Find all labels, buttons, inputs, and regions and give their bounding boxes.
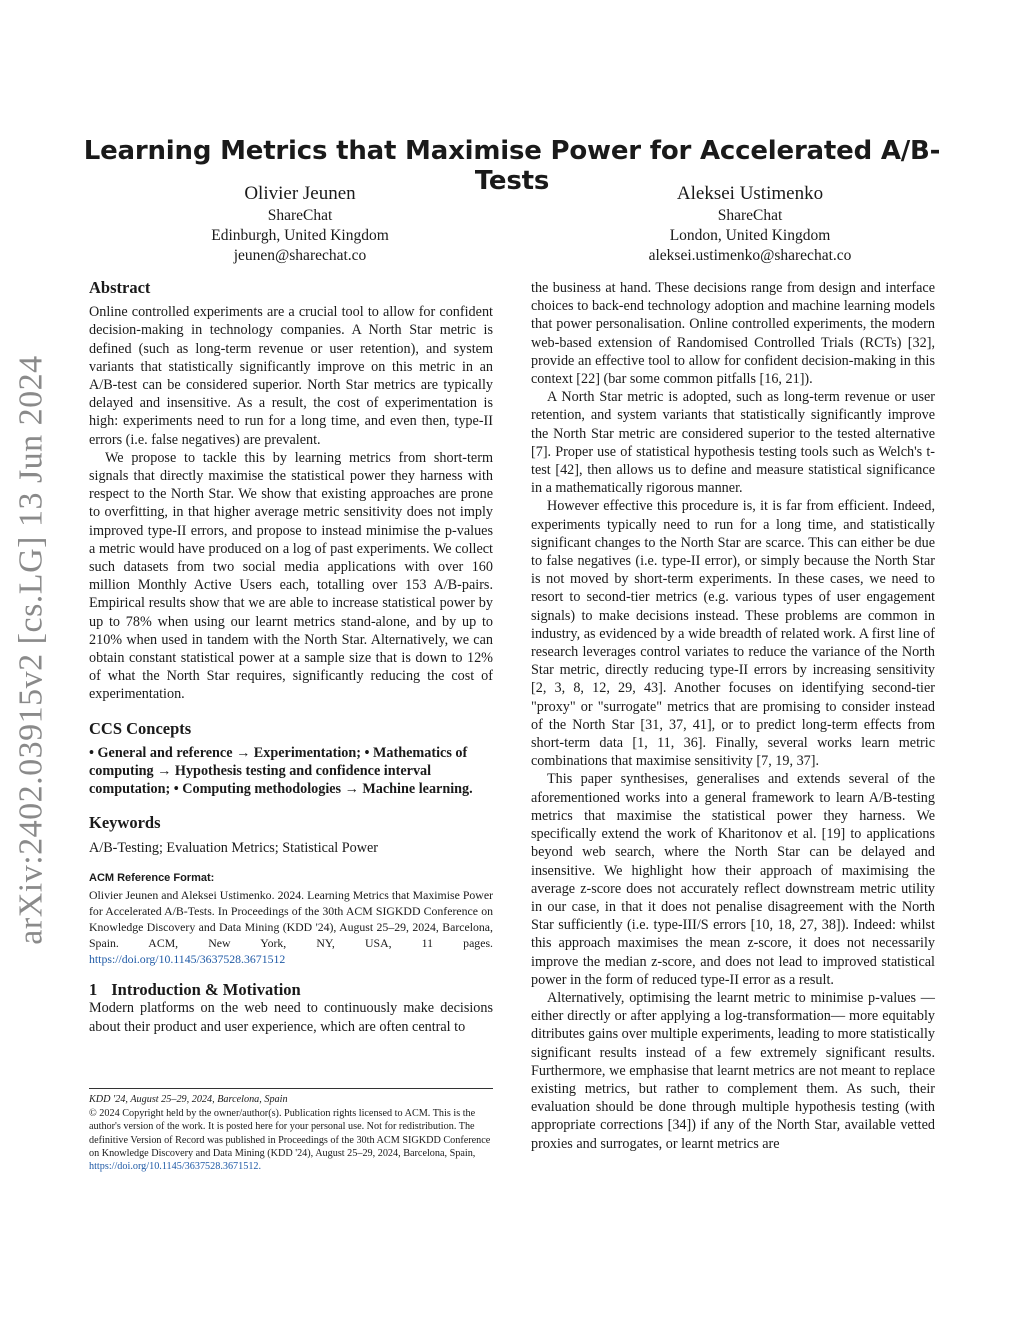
intro-paragraph-1: the business at hand. These decisions range from design and interface choices to back-end technology adoption and machine learning models that power personalisation. Online controlled experiments, the modern web-based extension of Randomised Controlled Trials (RCTs) [32], provide an effective tool to allow for confident decision-making in this context [22] (bar some common pitfalls [16, 21]). bbox=[531, 280, 935, 388]
left-column bbox=[89, 279, 493, 1036]
author-affiliation: ShareChat bbox=[717, 207, 783, 224]
author-location: Edinburgh, United Kingdom bbox=[211, 227, 389, 244]
acm-reference-text bbox=[89, 887, 493, 967]
section-title: Introduction & Motivation bbox=[111, 980, 301, 1000]
abstract-heading: Abstract bbox=[89, 278, 151, 297]
abstract-paragraph-2: We propose to tackle this by learning metrics from short-term signals that directly maximise the statistical power they harness with respect to the North Star. We show that existing approaches are prone to overfitting, in that higher average metric sensitivity does not imply improved type-II errors, and propose to instead minimise the p-values a metric would have produced on a log of past experiments. We collect such datasets from two social media applications with over 160 million Monthly Active Users each, totalling over 153 A/B-pairs. Empirical results show that we are able to increase statistical power by up to 78% when using our learnt metrics stand-alone, and by up to 210% when used in tandem with the North Star. Alternatively, we can obtain constant statistical power at a sample size that is down to 12% of what the North Star requires, significantly reducing the cost of experimentation. bbox=[89, 449, 493, 703]
footnote-copyright: © 2024 Copyright held by the owner/author(s). Publication rights licensed to ACM. This is the author's version of the work. It is posted here for your personal use. Not for redistribution. The definitive Version of Record was published in Proceedings of the 30th ACM SIGKDD Conference on Knowledge Discovery and Data Mining (KDD '24), August 25–29, 2024, Barcelona, Spain, bbox=[89, 1108, 491, 1159]
author-block-2 bbox=[590, 182, 910, 266]
footnote-doi-link[interactable]: https://doi.org/10.1145/3637528.3671512. bbox=[89, 1161, 262, 1173]
arxiv-stamp: arXiv:2402.03915v2 [cs.LG] 13 Jun 2024 bbox=[13, 355, 51, 945]
intro-paragraph-4: This paper synthesises, generalises and extends several of the aforementioned works into a general framework to learn A/B-testing metrics that maximise the statistical power they harness. We specifically extend the work of Kharitonov et al. [19] to applications beyond web search, where the North Star can be delayed and insensitive. We highlight how their approach of maximising the average z-score does not accurately reflect downstream metric utility in our case, in that it does not penalise disagreement with the North Star sufficiently (i.e. type-III/S errors [10, 18, 27, 38]). Indeed: whilst this approach maximises the mean z-score, it does not necessarily improve the median z-score, and does not lead to improved statistical power in the form of reduced type-II error as a result. bbox=[531, 771, 935, 988]
author-block-1 bbox=[150, 182, 450, 266]
author-name: Aleksei Ustimenko bbox=[676, 183, 824, 204]
intro-paragraph-5: Alternatively, optimising the learnt metric to minimise p-values —either directly or after applying a log-transformation— more equitably ditributes gains over multiple experiments, leading to more statistically significant results instead of a few extremely significant results. Furthermore, we emphasise that learnt metrics are not meant to replace existing metrics, but rather to complement them. As such, their evaluation should be done through multiple hypothesis testing (with appropriate corrections [34]) if any of the North Star, available vetted proxies and surrogates, or learnt metrics are bbox=[531, 989, 935, 1152]
acm-reference-doi-link[interactable]: https://doi.org/10.1145/3637528.3671512 bbox=[89, 952, 286, 967]
acm-reference-heading: ACM Reference Format: bbox=[89, 871, 215, 884]
right-column bbox=[531, 279, 935, 1153]
author-email[interactable]: jeunen@sharechat.co bbox=[233, 247, 367, 264]
abstract-paragraph-1: Online controlled experiments are a crucial tool to allow for confident decision-making in technology companies. A North Star metric is defined (such as long-term revenue or user retention), and system variants that statistically significantly improve on this metric in an A/B-test can be considered superior. North Star metrics are typically delayed and insensitive. As a result, the cost of experimentation is high: experiments need to run for a long time, and even then, type-II errors (i.e. false negatives) are prevalent. bbox=[89, 304, 493, 448]
author-email[interactable]: aleksei.ustimenko@sharechat.co bbox=[648, 247, 852, 264]
ccs-concepts: • General and reference → Experimentation; • Mathematics of computing → Hypothesis testing and confidence interval computation; • Computing methodologies → Machine learning. bbox=[89, 744, 473, 798]
intro-heading bbox=[89, 981, 493, 999]
acm-reference-body: Olivier Jeunen and Aleksei Ustimenko. 2024. Learning Metrics that Maximise Power for Accelerated A/B-Tests. In Proceedings of the 30th ACM SIGKDD Conference on Knowledge Discovery and Data Mining (KDD '24), August 25–29, 2024, Barcelona, Spain. ACM, New York, NY, USA, 11 pages. bbox=[89, 888, 493, 951]
paper-title: Learning Metrics that Maximise Power for Accelerated A/B-Tests bbox=[83, 136, 941, 196]
intro-paragraph-3: However effective this procedure is, it is far from efficient. Indeed, experiments typically need to run for a long time, and statistically significant changes to the North Star are scarce. This can either be due to false negatives (i.e. type-II error), or simply because the North Star is not moved by short-term experiments. In these cases, we need to resort to second-tier metrics (e.g. various types of user engagement signals) to make decisions instead. These problems are common in industry, as evidenced by a wide breadth of related work. A first line of research leverages control variates to reduce the variance of the North Star metric, directly reducing type-II errors by increasing sensitivity [2, 3, 8, 12, 29, 43]. Another focuses on identifying second-tier "proxy" or "surrogate" metrics that are promising to consider instead of the North Star [31, 37, 41], or to predict long-term effects from short-term data [1, 11, 36]. Finally, several works learn metric combinations that maximise sensitivity [7, 19, 37]. bbox=[531, 498, 935, 770]
keywords-text: A/B-Testing; Evaluation Metrics; Statistical Power bbox=[89, 839, 379, 856]
intro-paragraph-2: A North Star metric is adopted, such as long-term revenue or user retention, and system variants that statistically significantly improve the North Star metric are considered superior to the tested alternative [7]. Proper use of statistical hypothesis testing tools such as Welch's t-test [42], then allows us to define and measure statistical significance in a mathematically rigorous manner. bbox=[531, 389, 935, 497]
author-affiliation: ShareChat bbox=[267, 207, 333, 224]
footnote-venue: KDD '24, August 25–29, 2024, Barcelona, Spain bbox=[89, 1094, 288, 1105]
author-name: Olivier Jeunen bbox=[244, 183, 356, 204]
section-number: 1 bbox=[89, 980, 98, 1000]
author-location: London, United Kingdom bbox=[669, 227, 831, 244]
ccs-heading: CCS Concepts bbox=[89, 718, 192, 738]
intro-paragraph-left: Modern platforms on the web need to continuously make decisions about their product and user experience, which are often central to bbox=[89, 1000, 493, 1035]
footnote bbox=[89, 1088, 493, 1174]
keywords-heading: Keywords bbox=[89, 813, 161, 833]
